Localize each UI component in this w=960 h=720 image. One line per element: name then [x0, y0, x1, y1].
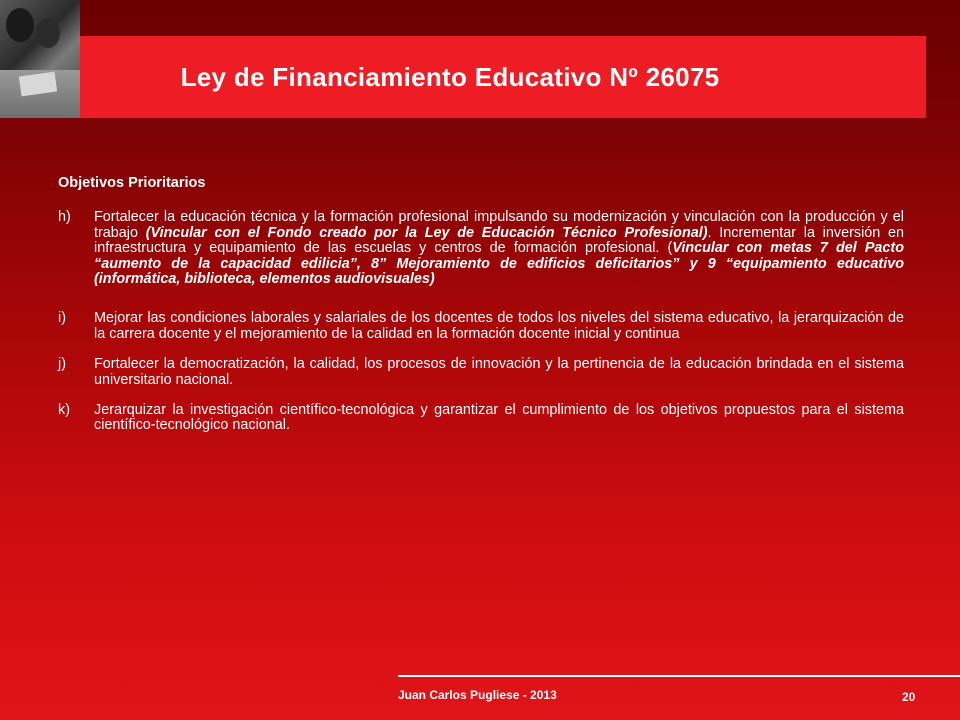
- objective-item: [58, 403, 904, 434]
- title-bar: [80, 36, 926, 118]
- photo-figure: [36, 18, 60, 48]
- objective-text: [94, 210, 904, 287]
- header-photo: [0, 0, 80, 118]
- objective-emphasis: Vincular con metas 7 del Pacto “aumento de la capacidad edilicia”, 8” Mejoramiento de edificios deficitarios” y 9 “equipamiento educativo (informática, biblioteca, elementos audiovisuales): [94, 240, 905, 288]
- objective-item: [58, 311, 904, 342]
- objective-letter: h): [58, 209, 71, 226]
- objective-text: Fortalecer la democratización, la calidad, los procesos de innovación y la pertinencia de la educación brindada en el sistema universitario nacional.: [94, 356, 904, 388]
- footer-divider: [398, 675, 960, 677]
- objective-emphasis: (Vincular con el Fondo creado por la Ley de Educación Técnico Profesional): [145, 224, 708, 241]
- objective-item: [58, 210, 904, 287]
- objective-letter: k): [58, 402, 70, 419]
- objective-letter: j): [58, 356, 66, 373]
- objective-text: Mejorar las condiciones laborales y salariales de los docentes de todos los niveles del sistema educativo, la jerarquización de la carrera docente y el mejoramiento de la calidad en la formación docente inicial y continua: [94, 310, 904, 342]
- footer-author: Juan Carlos Pugliese - 2013: [398, 688, 557, 702]
- objective-item: [58, 357, 904, 388]
- slide-content: [58, 176, 904, 449]
- objective-text: Jerarquizar la investigación científico-tecnológica y garantizar el cumplimiento de los objetivos propuestos para el sistema científico-tecnológico nacional.: [94, 402, 904, 434]
- objective-letter: i): [58, 310, 66, 327]
- page-number: 20: [902, 690, 916, 704]
- section-heading: Objetivos Prioritarios: [58, 175, 206, 191]
- slide-title: Ley de Financiamiento Educativo Nº 26075: [180, 61, 720, 92]
- objective-text-part: . Incrementar la inversión en infraestructura y equipamiento de las escuelas y centros de formación profesional. (: [94, 224, 904, 257]
- objective-text-part: Fortalecer la educación técnica y la formación profesional impulsando su modernización y vinculación con la producción y el trabajo: [94, 209, 904, 241]
- photo-figure: [6, 8, 34, 42]
